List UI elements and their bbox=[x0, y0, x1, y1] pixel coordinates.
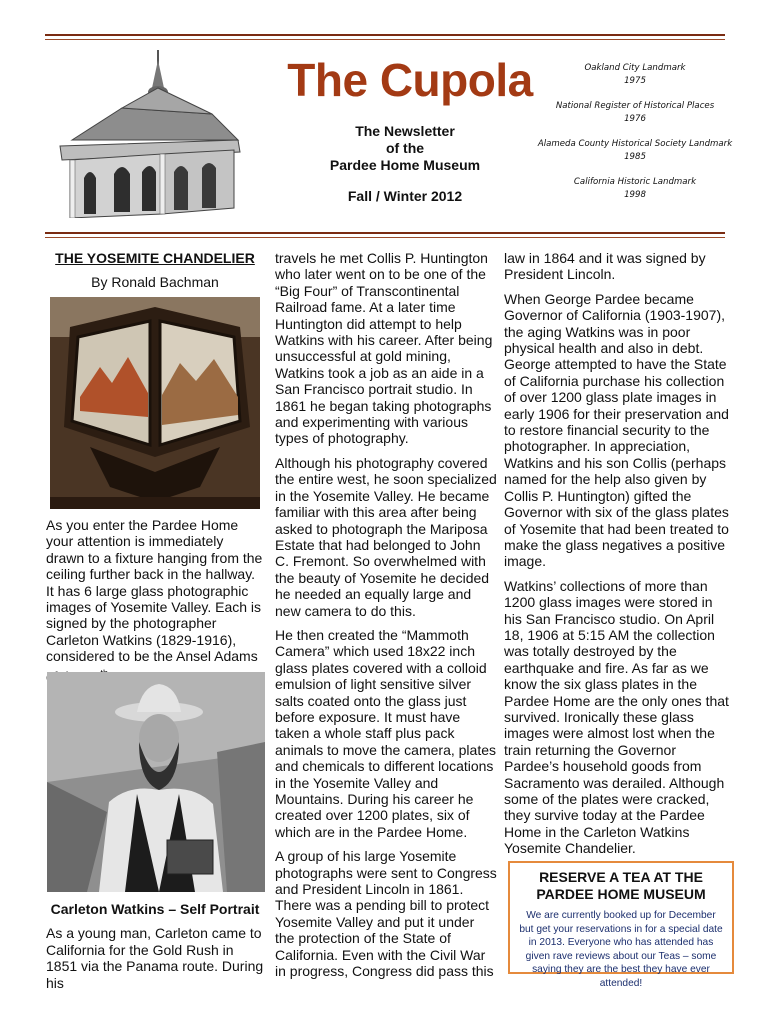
subtitle-line-3: Pardee Home Museum bbox=[329, 157, 481, 173]
article-column-1-text bbox=[46, 517, 264, 693]
article-paragraph: When George Pardee became Governor of California (1903-1907), the aging Watkins was in poor physical health and also in debt. George attempted to have the State of California purchase his collection of over 1200 glass plate images in early 1906 for their preservation and to restore financial security to the photographer. In appreciation, Watkins and his son Collis (perhaps named for the help also given by Collis P. Huntington) gifted the Governor with six of the glass plates of Yosemite that had been treated to make the glass negatives a positive image. bbox=[504, 290, 729, 570]
newsletter-subtitle bbox=[300, 123, 510, 174]
photo-caption: Carleton Watkins – Self Portrait bbox=[50, 901, 260, 917]
header-bottom-rule-thin bbox=[45, 237, 725, 238]
article-byline: By Ronald Bachman bbox=[91, 274, 219, 291]
tea-box-title: RESERVE A TEA AT THE PARDEE HOME MUSEUM bbox=[536, 869, 706, 902]
issue-date: Fall / Winter 2012 bbox=[347, 188, 463, 204]
landmark-item: Oakland City Landmark 1975 bbox=[584, 63, 686, 86]
article-paragraph: Watkins’ collections of more than 1200 glass images were stored in his San Francisco studio. On April 18, 1906 at 5:15 AM the collection was totally destroyed by the earthquake and fire. As far as we know the six glass plates in the Pardee Home are the only ones that survived. Ironically these glass images were almost lost when the train returning the Governor Pardee’s household goods from Sacramento was derailed. Although some of the plates were cracked, they survive today at the Pardee Home in the Carleton Watkins Yosemite Chandelier. bbox=[504, 577, 729, 857]
top-rule bbox=[45, 34, 725, 36]
chandelier-photo bbox=[50, 297, 260, 509]
article-paragraph: Although his photography covered the entire west, he soon specialized in the Yosemite Valley. He became familiar with this area after being asked to photograph the Mariposa Estate that had belonged to John C. Fremont. So overwhelmed with the beauty of Yosemite he decided he needed an equally large and new camera to do this. bbox=[275, 454, 497, 619]
tea-box-body: We are currently booked up for December but get your reservations in for a special date in 2013. Everyone who has attended has given rave reviews about our Teas – some saying they are the best they have ever attended! bbox=[519, 910, 723, 989]
top-rule-thin bbox=[45, 39, 725, 40]
article-column-1 bbox=[46, 250, 264, 291]
article-column-2 bbox=[275, 250, 497, 987]
article-paragraph: law in 1864 and it was signed by President Lincoln. bbox=[504, 250, 706, 283]
watkins-self-portrait-photo bbox=[47, 672, 265, 892]
article-column-3 bbox=[504, 250, 732, 865]
article-paragraph-young-man: As a young man, Carleton came to California for the Gold Rush in 1851 via the Panama route. During his bbox=[46, 925, 264, 991]
landmark-list bbox=[535, 62, 735, 214]
photo-caption-column bbox=[46, 901, 264, 999]
article-heading: THE YOSEMITE CHANDELIER bbox=[55, 250, 255, 266]
article-paragraph: He then created the “Mammoth Camera” which used 18x22 inch glass plates covered with a colloid emulsion of light sensitive silver salts coated onto the glass just before exposure. It must have taken a whole staff plus pack animals to move the camera, plates and chemicals to different locations in the Yosemite Valley and Mountains. During his career he created over 1200 plates, six of which are in the Pardee Home. bbox=[275, 626, 496, 840]
article-paragraph: travels he met Collis P. Huntington who later went on to be one of the “Big Four” of Transcontinental Railroad fame. At a later time Huntington did attempt to help Watkins with his career. After being unsuccessful at gold mining, Watkins took a job as an aide in a San Francisco portrait studio. In 1861 he began taking photographs and experimenting with various types of photography. bbox=[275, 250, 493, 447]
landmark-item: California Historic Landmark 1998 bbox=[573, 177, 697, 200]
newsletter-title: The Cupola bbox=[287, 54, 533, 106]
landmark-item: Alameda County Historical Society Landmark 1985 bbox=[537, 139, 733, 162]
cupola-illustration bbox=[52, 48, 242, 218]
tea-reservation-box bbox=[508, 861, 734, 989]
landmark-item: National Register of Historical Places 1976 bbox=[555, 101, 715, 124]
subtitle-line-1: The Newsletter bbox=[355, 123, 455, 139]
header-bottom-rule bbox=[45, 232, 725, 234]
article-paragraph-intro: As you enter the Pardee Home your attention is immediately drawn to a fixture hanging from the ceiling further back in the hallway. It has 6 large glass photographic images of Yosemite Valley. Each is signed by the photographer Carleton Watkins (1829-1916), considered to be the Ansel Adams bbox=[46, 517, 263, 665]
subtitle-line-2: of the bbox=[385, 140, 425, 156]
article-paragraph: A group of his large Yosemite photographs were sent to Congress and President Lincoln in 1861. There was a pending bill to protect Yosemite Valley and put it under the protection of the State of California. Even with the Civil War in progress, Congress did pass this bbox=[275, 848, 497, 980]
